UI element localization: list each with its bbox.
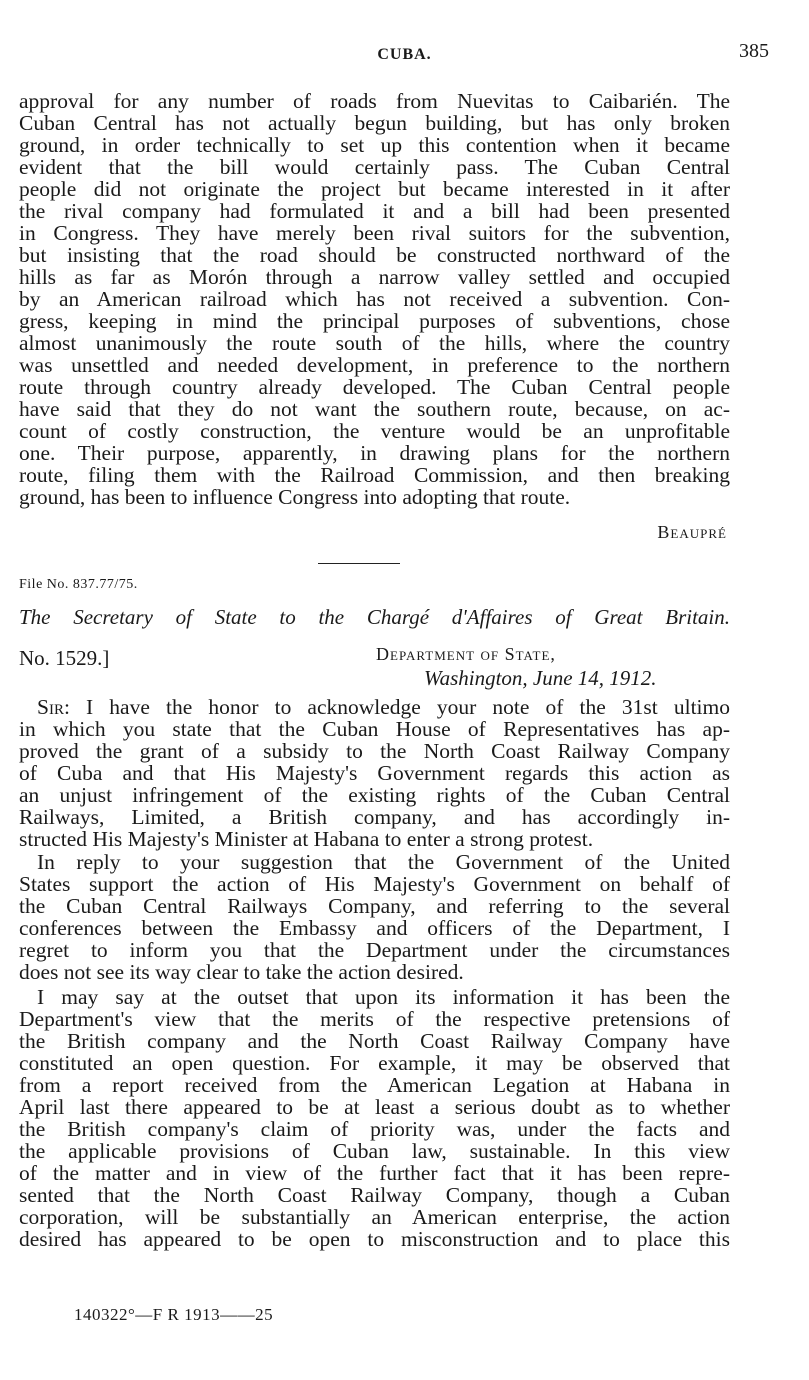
text-line: the Cuban Central Railways Company, and referring to the several: [19, 894, 730, 918]
page-number: 385: [739, 40, 769, 62]
text-line: sented that the North Coast Railway Company, though a Cuban: [19, 1183, 730, 1207]
signature: Beaupré: [657, 522, 727, 542]
text-line: the British company and the North Coast Railway Company have: [19, 1029, 730, 1053]
text-line-content: I have the honor to acknowledge your note of the 31st ultimo: [69, 695, 730, 719]
text-line: one. Their purpose, apparently, in drawing plans for the northern: [19, 441, 730, 465]
text-line: does not see its way clear to take the action desired.: [19, 960, 464, 984]
text-line: approval for any number of roads from Nuevitas to Caibarién. The: [19, 89, 730, 113]
text-line: hills as far as Morón through a narrow valley settled and occupied: [19, 265, 730, 289]
text-line: ground, in order technically to set up this contention when it became: [19, 133, 730, 157]
text-line: structed His Majesty's Minister at Habana to enter a strong protest.: [19, 827, 594, 851]
text-line: proved the grant of a subsidy to the North Coast Railway Company: [19, 739, 730, 763]
text-line: was unsettled and needed development, in preference to the northern: [19, 353, 730, 377]
text-line: I may say at the outset that upon its information it has been the: [37, 985, 730, 1009]
text-line: Department's view that the merits of the respective pretensions of: [19, 1007, 730, 1031]
text-line: Railways, Limited, a British company, and has accordingly in-: [19, 805, 730, 829]
salutation: Sir:: [37, 695, 70, 719]
text-line: [19, 696, 730, 718]
text-line: Cuban Central has not actually begun building, but has only broken: [19, 111, 730, 135]
text-line: in which you state that the Cuban House of Representatives has ap-: [19, 717, 730, 741]
department-name: Department of State,: [376, 644, 556, 664]
text-line: April last there appeared to be at least a serious doubt as to whether: [19, 1095, 730, 1119]
text-line: people did not originate the project but became interested in it after: [19, 177, 730, 201]
text-line: have said that they do not want the southern route, because, on ac-: [19, 397, 730, 421]
text-line: ground, has been to influence Congress into adopting that route.: [19, 485, 571, 509]
text-line: route, filing them with the Railroad Commission, and then breaking: [19, 463, 730, 487]
text-line: In reply to your suggestion that the Government of the United: [37, 850, 730, 874]
text-line: the applicable provisions of Cuban law, sustainable. In this view: [19, 1139, 730, 1163]
text-line: an unjust infringement of the existing rights of the Cuban Central: [19, 783, 730, 807]
text-line: constituted an open question. For example, it may be observed that: [19, 1051, 730, 1075]
text-line: of Cuba and that His Majesty's Government regards this action as: [19, 761, 730, 785]
text-line: by an American railroad which has not received a subvention. Con-: [19, 287, 730, 311]
text-line: but insisting that the road should be constructed northward of the: [19, 243, 730, 267]
text-line: count of costly construction, the venture would be an unprofitable: [19, 419, 730, 443]
text-line: States support the action of His Majesty's Government on behalf of: [19, 872, 730, 896]
text-line: the British company's claim of priority was, under the facts and: [19, 1117, 730, 1141]
text-line: almost unanimously the route south of the hills, where the country: [19, 331, 730, 355]
printer-footer: 140322°—F R 1913——25: [74, 1305, 274, 1324]
text-line: desired has appeared to be open to misconstruction and to place this: [19, 1227, 730, 1251]
running-header: CUBA.: [377, 46, 432, 63]
document-heading: The Secretary of State to the Chargé d'Affaires of Great Britain.: [19, 605, 730, 629]
text-line: regret to inform you that the Department under the circumstances: [19, 938, 730, 962]
section-divider: [318, 563, 400, 564]
text-line: of the matter and in view of the further fact that it has been repre-: [19, 1161, 730, 1185]
text-line: corporation, will be substantially an American enterprise, the action: [19, 1205, 730, 1229]
text-line: gress, keeping in mind the principal purposes of subventions, chose: [19, 309, 730, 333]
file-number: File No. 837.77/75.: [19, 577, 138, 592]
text-line: in Congress. They have merely been rival suitors for the subvention,: [19, 221, 730, 245]
text-line: route through country already developed. The Cuban Central people: [19, 375, 730, 399]
dateline: Washington, June 14, 1912.: [424, 666, 657, 690]
text-line: the rival company had formulated it and a bill had been presented: [19, 199, 730, 223]
text-line: conferences between the Embassy and officers of the Department, I: [19, 916, 730, 940]
document-number: No. 1529.]: [19, 646, 110, 670]
text-line: evident that the bill would certainly pass. The Cuban Central: [19, 155, 730, 179]
text-line: from a report received from the American Legation at Habana in: [19, 1073, 730, 1097]
